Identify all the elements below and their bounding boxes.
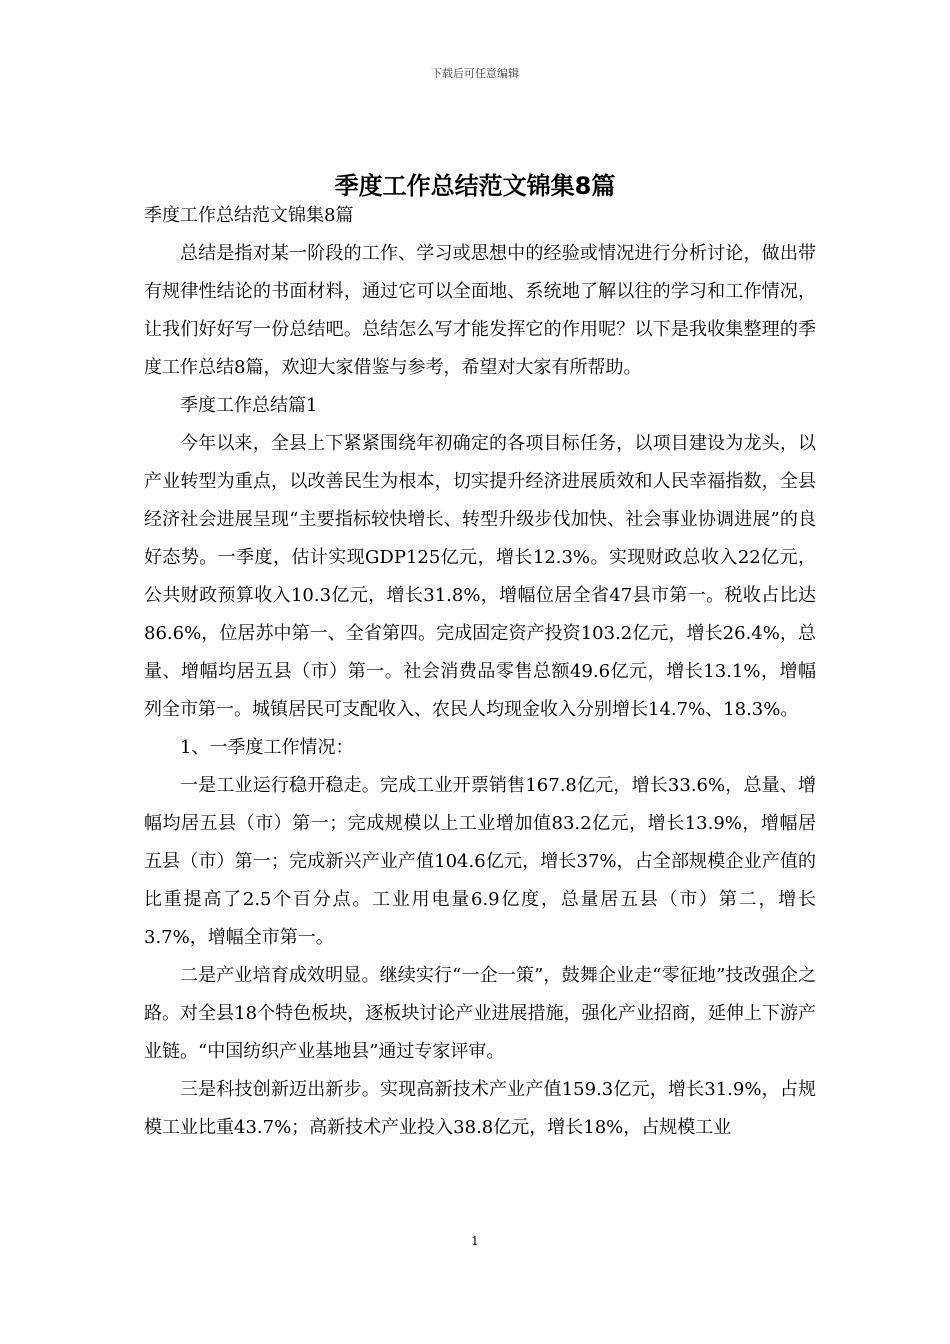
document-title: 季度工作总结范文锦集8篇	[334, 172, 616, 201]
body-paragraph: 一是工业运行稳开稳走。完成工业开票销售167.8亿元，增长33.6%，总量、增幅均居五县（市）第一；完成规模以上工业增加值83.2亿元，增长13.9%，增幅居五县（市）第一；完成新兴产业产值104.6亿元，增长37%，占全部规模企业产值的比重提高了2.5个百分点。工业用电量6.9亿度，总量居五县（市）第二，增长3.7%，增幅全市第一。	[144, 775, 816, 948]
section-heading: 季度工作总结篇1	[180, 395, 318, 416]
document-body	[144, 197, 816, 1147]
body-paragraph: 今年以来，全县上下紧紧围绕年初确定的各项目标任务，以项目建设为龙头，以产业转型为重点，以改善民生为根本，切实提升经济进展质效和人民幸福指数，全县经济社会进展呈现“主要指标较快增长、转型升级步伐加快、社会事业协调进展”的良好态势。一季度，估计实现GDP125亿元，增长12.3%。实现财政总收入22亿元，公共财政预算收入10.3亿元，增长31.8%，增幅位居全省47县市第一。税收占比达86.6%，位居苏中第一、全省第四。完成固定资产投资103.2亿元，增长26.4%，总量、增幅均居五县（市）第一。社会消费品零售总额49.6亿元，增长13.1%，增幅列全市第一。城镇居民可支配收入、农民人均现金收入分别增长14.7%、18.3%。	[144, 433, 816, 720]
body-paragraph: 三是科技创新迈出新步。实现高新技术产业产值159.3亿元，增长31.9%，占规模工业比重43.7%；高新技术产业投入38.8亿元，增长18%，占规模工业	[144, 1079, 816, 1138]
body-paragraph: 二是产业培育成效明显。继续实行“一企一策”，鼓舞企业走“零征地”技改强企之路。对全县18个特色板块，逐板块讨论产业进展措施，强化产业招商，延伸上下游产业链。“中国纺织产业基地县”通过专家评审。	[144, 965, 816, 1062]
subsection-heading: 1、一季度工作情况：	[180, 737, 354, 758]
page-header: 下载后可任意编辑	[431, 67, 519, 80]
subtitle-paragraph: 季度工作总结范文锦集8篇	[144, 205, 354, 226]
intro-paragraph: 总结是指对某一阶段的工作、学习或思想中的经验或情况进行分析讨论，做出带有规律性结论的书面材料，通过它可以全面地、系统地了解以往的学习和工作情况，让我们好好写一份总结吧。总结怎么写才能发挥它的作用呢？以下是我收集整理的季度工作总结8篇，欢迎大家借鉴与参考，希望对大家有所帮助。	[144, 243, 816, 378]
page-number: 1	[471, 1234, 479, 1248]
